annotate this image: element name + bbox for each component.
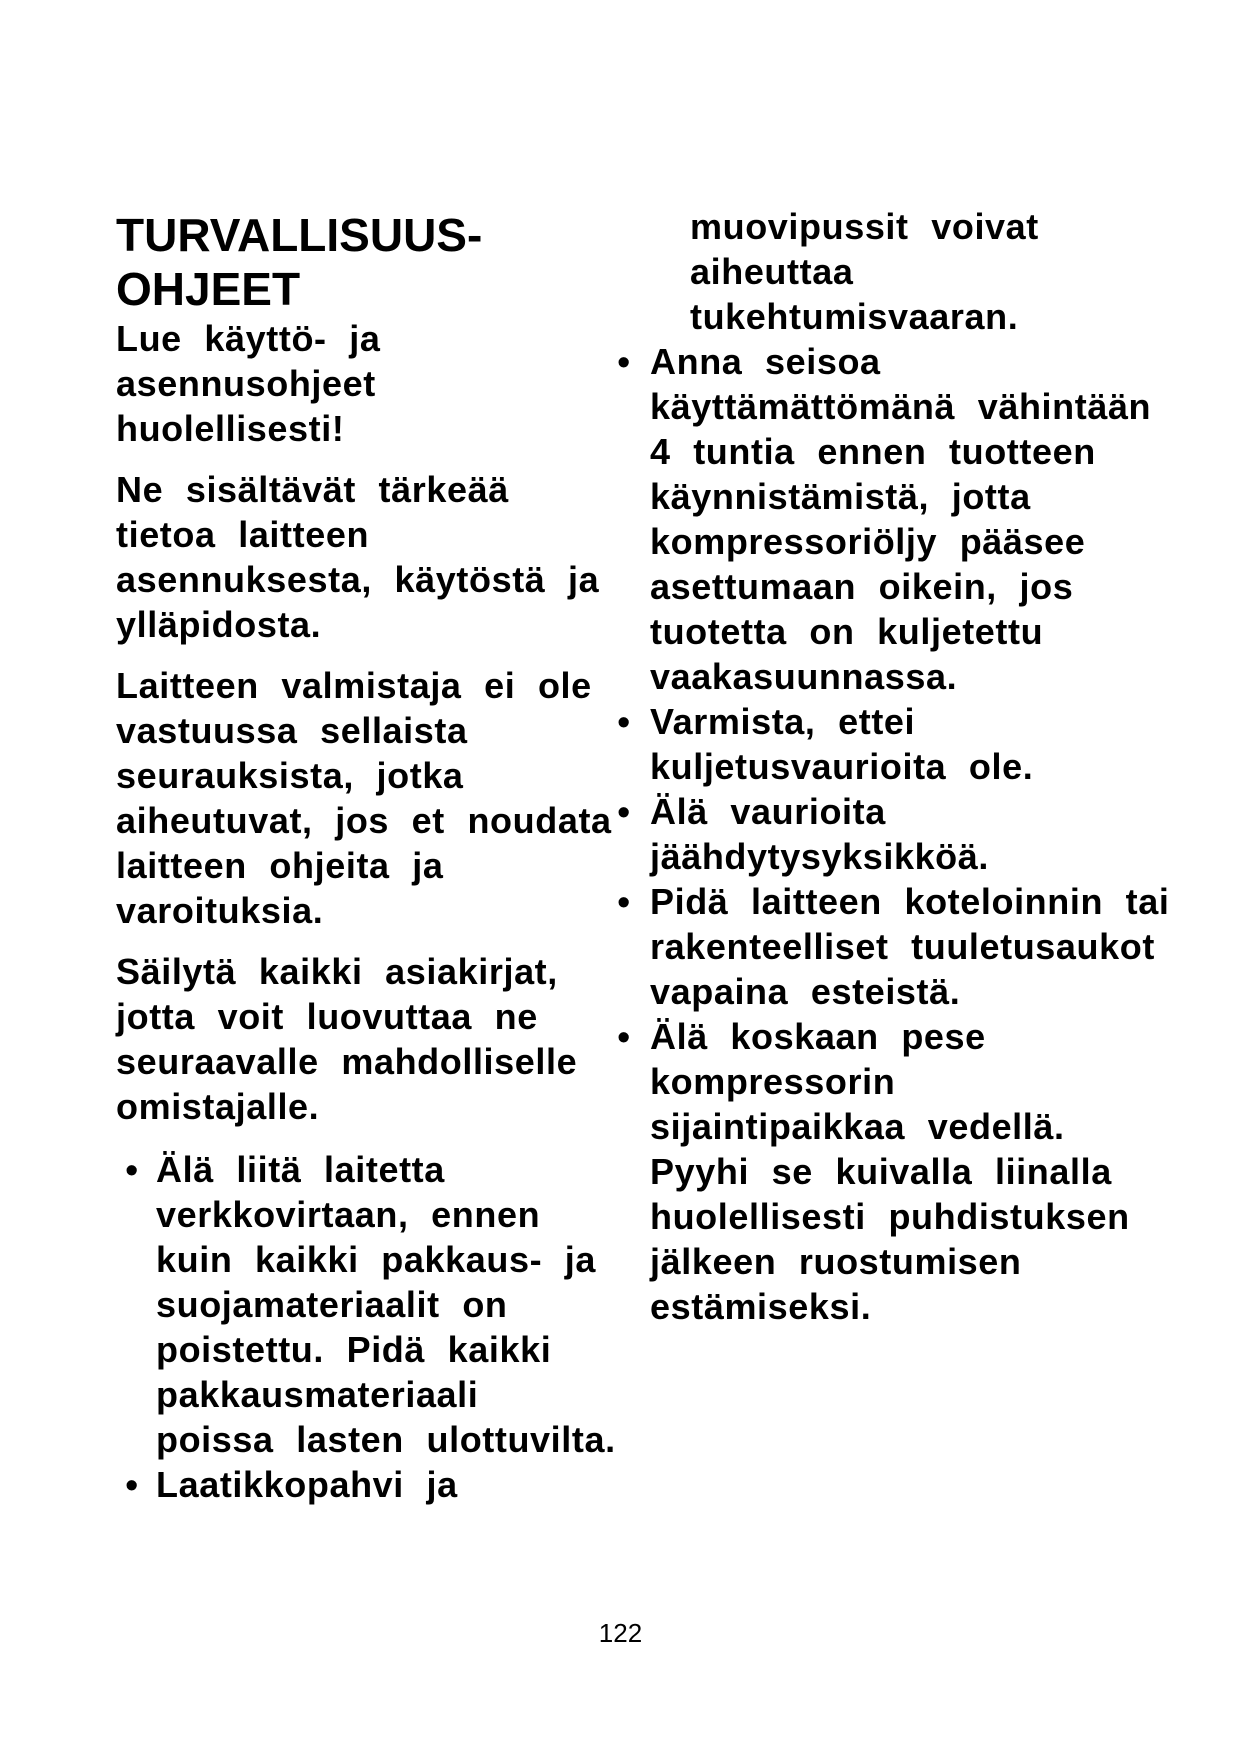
list-item — [116, 1147, 616, 1462]
bullet-icon: • — [617, 791, 631, 832]
bullet-icon: • — [125, 1464, 139, 1505]
left-bullet-list — [116, 1147, 616, 1507]
list-item-text: Laatikkopahvi ja — [156, 1464, 458, 1505]
paragraph-read-instructions: Lue käyttö- ja asennusohjeet huolellisesti! — [116, 318, 381, 449]
section-heading-line-1: TURVALLISUUS- — [116, 209, 483, 261]
list-item-text: Älä liitä laitetta verkkovirtaan, ennen kuin kaikki pakkaus- ja suojamateriaalit on poistettu. Pidä kaikki pakkausmateriaali poissa lasten ulottuvilta. — [156, 1149, 616, 1460]
list-item-text: Varmista, ettei kuljetusvaurioita ole. — [650, 701, 1034, 787]
bullet-icon: • — [617, 881, 631, 922]
section-heading-line-2: OHJEET — [116, 263, 301, 315]
list-item — [617, 699, 1170, 789]
section-heading — [116, 208, 616, 316]
left-column — [116, 208, 616, 1507]
bullet-continuation-text: muovipussit voivat aiheuttaa tukehtumisvaaran. — [690, 206, 1039, 337]
list-item — [617, 1014, 1170, 1329]
bullet-icon: • — [125, 1149, 139, 1190]
right-bullet-list — [617, 339, 1170, 1329]
bullet-icon: • — [617, 341, 631, 382]
list-item-text: Pidä laitteen koteloinnin tai rakenteelliset tuuletusaukot vapaina esteistä. — [650, 881, 1170, 1012]
list-item-text: Anna seisoa käyttämättömänä vähintään 4 tuntia ennen tuotteen käynnistämistä, jotta kompressoriöljy pääsee asettumaan oikein, jos tuotetta on kuljetettu vaakasuunnassa. — [650, 341, 1152, 697]
list-item — [617, 789, 1170, 879]
right-column — [617, 204, 1170, 1329]
bullet-icon: • — [617, 701, 631, 742]
page-number: 122 — [598, 1618, 643, 1648]
list-item — [116, 1462, 616, 1507]
paragraph-manufacturer-liability: Laitteen valmistaja ei ole vastuussa sellaista seurauksista, jotka aiheutuvat, jos et noudata laitteen ohjeita ja varoituksia. — [116, 665, 612, 931]
list-item — [617, 339, 1170, 699]
paragraph-contents-info: Ne sisältävät tärkeää tietoa laitteen asennuksesta, käytöstä ja ylläpidosta. — [116, 469, 600, 645]
list-item-text: Älä koskaan pese kompressorin sijaintipaikkaa vedellä. Pyyhi se kuivalla liinalla huolellisesti puhdistuksen jälkeen ruostumisen estämiseksi. — [650, 1016, 1130, 1327]
bullet-icon: • — [617, 1016, 631, 1057]
list-item-text: Älä vaurioita jäähdytysyksikköä. — [650, 791, 990, 877]
list-item — [617, 879, 1170, 1014]
paragraph-keep-documents: Säilytä kaikki asiakirjat, jotta voit luovuttaa ne seuraavalle mahdolliselle omistajalle. — [116, 951, 578, 1127]
